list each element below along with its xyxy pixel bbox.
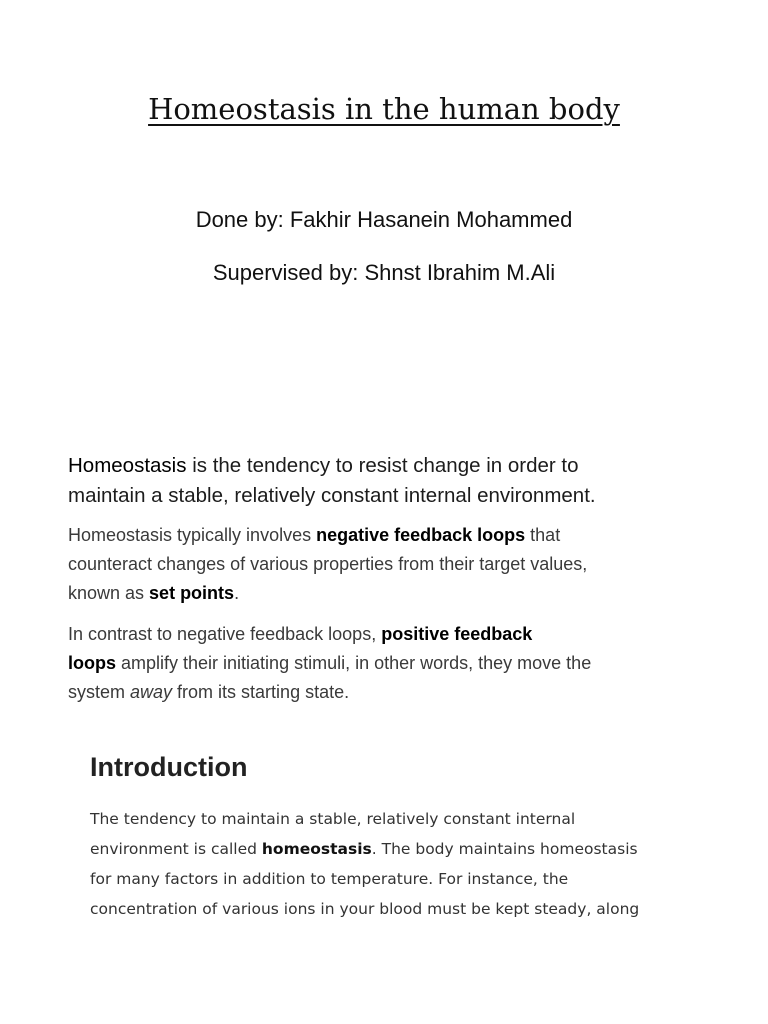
intro-line-3: for many factors in addition to temperature. For instance, the bbox=[90, 870, 569, 888]
negative-line-3 bbox=[68, 579, 668, 608]
positive-feedback-paragraph bbox=[68, 620, 668, 707]
intro-line-2 bbox=[90, 834, 690, 864]
negative-line-1-text: Homeostasis typically involves bbox=[68, 525, 317, 545]
definition-lead-term: Homeostasis bbox=[68, 454, 187, 477]
positive-line-2-text: amplify their initiating stimuli, in other words, they move the bbox=[116, 653, 592, 673]
negative-line-1 bbox=[68, 521, 668, 550]
positive-line-1 bbox=[68, 620, 668, 649]
intro-line-1: The tendency to maintain a stable, relatively constant internal bbox=[90, 810, 576, 828]
away-emphasis: away bbox=[130, 682, 173, 702]
positive-line-3-text: system bbox=[68, 682, 131, 702]
definition-line-1-text: is the tendency to resist change in order to bbox=[186, 454, 579, 477]
positive-line-2 bbox=[68, 649, 668, 678]
negative-line-3-text: known as bbox=[68, 583, 150, 603]
intro-line-2-tail: . The body maintains homeostasis bbox=[371, 840, 638, 858]
intro-line-2-text: environment is called bbox=[90, 840, 262, 858]
homeostasis-term: homeostasis bbox=[261, 840, 372, 858]
intro-line-4: concentration of various ions in your blood must be kept steady, along bbox=[90, 900, 640, 918]
negative-line-2: counteract changes of various properties from their target values, bbox=[68, 554, 588, 574]
author-line: Done by: Fakhir Hasanein Mohammed bbox=[195, 207, 573, 232]
negative-feedback-term: negative feedback loops bbox=[316, 525, 526, 545]
positive-line-1-text: In contrast to negative feedback loops, bbox=[68, 624, 382, 644]
negative-feedback-paragraph bbox=[68, 521, 668, 608]
definition-line-1 bbox=[68, 451, 668, 481]
negative-line-3-tail: . bbox=[234, 583, 240, 603]
introduction-paragraph bbox=[90, 804, 690, 924]
set-points-term: set points bbox=[149, 583, 235, 603]
negative-line-1-tail: that bbox=[525, 525, 561, 545]
loops-term: loops bbox=[68, 653, 116, 673]
definition-paragraph bbox=[68, 451, 668, 511]
positive-line-3 bbox=[68, 678, 668, 707]
definition-line-2: maintain a stable, relatively constant internal environment. bbox=[68, 484, 596, 507]
introduction-heading: Introduction bbox=[90, 752, 248, 782]
supervisor-line: Supervised by: Shnst Ibrahim M.Ali bbox=[212, 260, 556, 285]
positive-feedback-term: positive feedback bbox=[381, 624, 533, 644]
document-title: Homeostasis in the human body bbox=[148, 92, 620, 126]
positive-line-3-tail: from its starting state. bbox=[172, 682, 350, 702]
